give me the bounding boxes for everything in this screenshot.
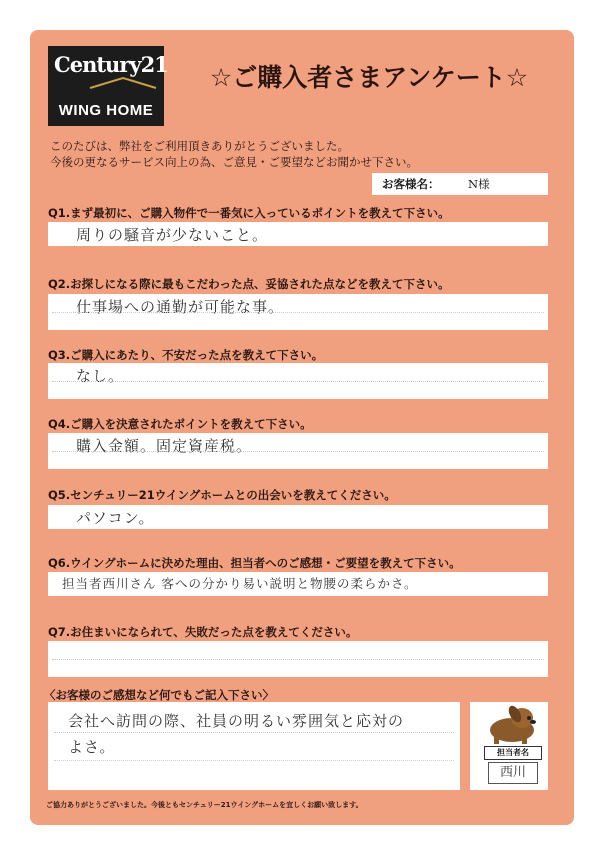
ruled-line — [54, 760, 454, 761]
intro-text — [50, 138, 418, 170]
question-1: Q1.まず最初に、ご購入物件で一番気に入っているポイントを教えて下さい。 — [48, 206, 450, 220]
answer-3-text: なし。 — [76, 367, 125, 385]
answer-2-field — [48, 294, 548, 330]
answer-5-field — [48, 505, 548, 529]
logo-brand: Century21 — [54, 52, 168, 77]
answer-6-text: 担当者西川さん 客への分かり易い説明と物腰の柔らかさ。 — [62, 576, 418, 591]
answer-5-text: パソコン。 — [76, 509, 155, 527]
staff-name: 西川 — [488, 762, 538, 784]
comment-line: 会社へ訪問の際、社員の明るい雰囲気と応対の — [68, 712, 405, 730]
ruled-line — [54, 732, 454, 733]
staff-label: 担当者名 — [484, 746, 542, 760]
comment-heading: 〈お客様のご感想など何でもご記入下さい〉 — [44, 688, 274, 702]
staff-box — [470, 702, 548, 790]
intro-line: 今後の更なるサービス向上の為、ご意見・ご要望などお聞かせ下さい。 — [50, 155, 418, 169]
answer-1-text: 周りの騒音が少ないこと。 — [76, 226, 269, 244]
house-roof-icon — [88, 76, 158, 90]
customer-name-label: お客様名： — [382, 177, 440, 191]
answer-1-field — [48, 222, 548, 246]
answer-4-field — [48, 433, 548, 469]
question-4: Q4.ご購入を決意されたポイントを教えて下さい。 — [48, 417, 312, 431]
footer-text: ご協力ありがとうございました。今後ともセンチュリー21ウイングホームを宜しくお願い致します。 — [46, 801, 363, 809]
dog-mascot-icon — [482, 704, 538, 746]
customer-name-field — [372, 173, 548, 195]
question-5: Q5.センチュリー21ウイングホームとの出会いを教えてください。 — [48, 488, 396, 502]
answer-7-field — [48, 641, 548, 677]
customer-name-value: N様 — [468, 177, 490, 191]
answer-6-field — [48, 572, 548, 596]
page-title: ☆ご購入者さまアンケート☆ — [209, 63, 529, 92]
answer-3-field — [48, 363, 548, 399]
answer-2-text: 仕事場への通勤が可能な事。 — [76, 298, 285, 316]
question-2: Q2.お探しになる際に最もこだわった点、妥協された点などを教えて下さい。 — [48, 277, 450, 291]
comment-field — [48, 702, 460, 790]
answer-4-text: 購入金額。固定資産税。 — [76, 437, 253, 455]
question-7: Q7.お住まいになられて、失敗だった点を教えてください。 — [48, 625, 358, 639]
comment-line: よさ。 — [68, 738, 116, 756]
logo-subtitle: WING HOME — [58, 102, 154, 119]
intro-line: このたびは、弊社をご利用頂きありがとうございました。 — [50, 139, 349, 153]
question-3: Q3.ご購入にあたり、不安だった点を教えて下さい。 — [48, 348, 324, 362]
company-logo — [48, 46, 168, 126]
question-6: Q6.ウイングホームに決めた理由、担当者へのご感想・ご要望を教えて下さい。 — [48, 556, 461, 570]
